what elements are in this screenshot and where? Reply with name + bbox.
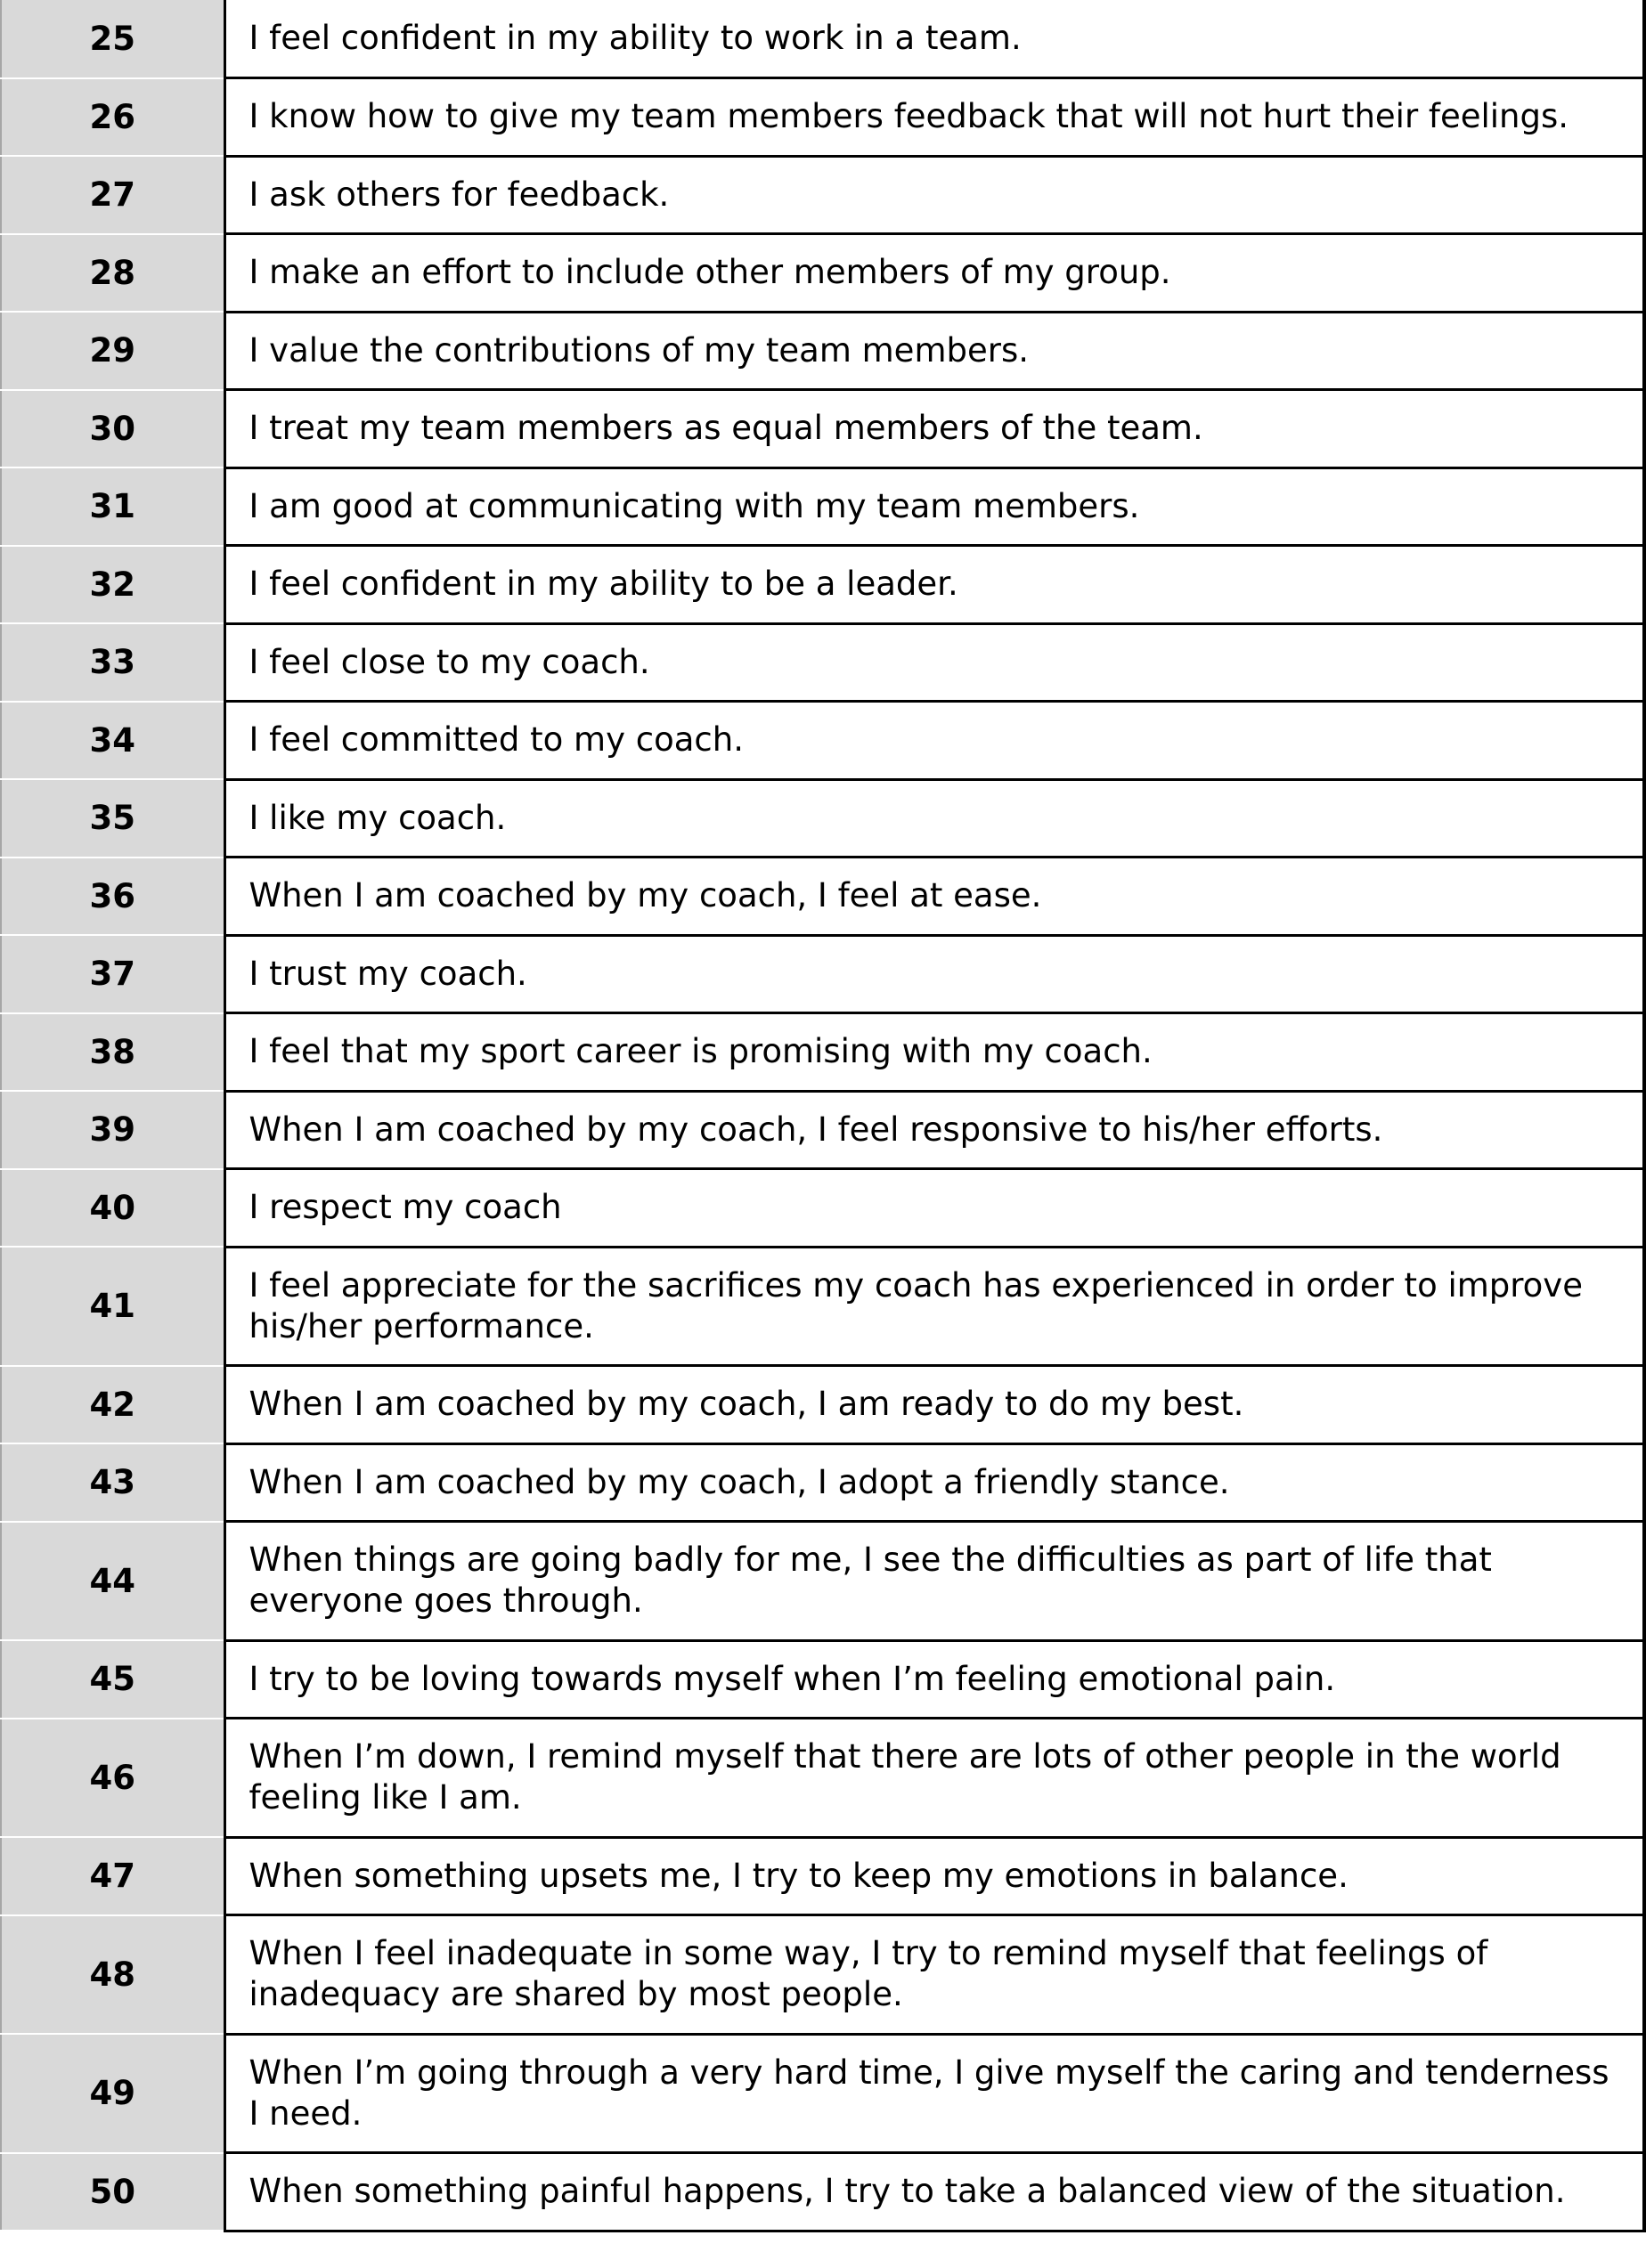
table-row (1, 2034, 1644, 2153)
statement-text: I ask others for feedback. (249, 175, 670, 214)
item-number: 46 (1, 1719, 224, 1838)
item-statement (224, 858, 1644, 936)
table-row (1, 0, 1644, 78)
item-statement (224, 78, 1644, 157)
item-number: 43 (1, 1443, 224, 1522)
item-number: 42 (1, 1366, 224, 1444)
statement-text: I feel close to my coach. (249, 642, 650, 681)
table-row (1, 1247, 1644, 1366)
item-statement (224, 1443, 1644, 1522)
item-statement (224, 935, 1644, 1013)
item-number: 35 (1, 779, 224, 858)
item-number: 28 (1, 234, 224, 313)
statement-text: I feel that my sport career is promising with my coach. (249, 1032, 1153, 1071)
statement-text: I respect my coach (249, 1188, 562, 1227)
item-number: 26 (1, 78, 224, 157)
statement-text: I try to be loving towards myself when I’m feeling emotional pain. (249, 1659, 1336, 1698)
table-row (1, 1522, 1644, 1641)
statement-text: When something upsets me, I try to keep my emotions in balance. (249, 1856, 1349, 1895)
statement-text: When things are going badly for me, I see the difficulties as part of life that everyone goes through. (249, 1540, 1492, 1621)
statement-text: I trust my coach. (249, 954, 527, 993)
statement-text: When I am coached by my coach, I am ready to do my best. (249, 1385, 1244, 1424)
item-number: 31 (1, 467, 224, 546)
item-number: 27 (1, 156, 224, 234)
table-row (1, 546, 1644, 624)
item-number: 45 (1, 1640, 224, 1719)
statement-text: When I’m down, I remind myself that there are lots of other people in the world feeling like I am. (249, 1737, 1561, 1817)
item-number: 44 (1, 1522, 224, 1641)
item-statement (224, 1091, 1644, 1169)
table-row (1, 623, 1644, 702)
item-number: 34 (1, 702, 224, 780)
table-row (1, 390, 1644, 468)
item-number: 36 (1, 858, 224, 936)
statement-text: I value the contributions of my team members. (249, 330, 1029, 370)
item-number: 25 (1, 0, 224, 78)
item-statement (224, 0, 1644, 78)
item-number: 38 (1, 1013, 224, 1092)
statement-text: When I feel inadequate in some way, I try to remind myself that feelings of inadequacy are shared by most people. (249, 1934, 1488, 2014)
table-row (1, 935, 1644, 1013)
item-statement (224, 1013, 1644, 1092)
table-row (1, 779, 1644, 858)
table-row (1, 234, 1644, 313)
item-statement (224, 1719, 1644, 1838)
item-statement (224, 1915, 1644, 2035)
statement-text: I am good at communicating with my team members. (249, 486, 1140, 525)
item-statement (224, 779, 1644, 858)
item-number: 39 (1, 1091, 224, 1169)
statement-text: When I am coached by my coach, I adopt a friendly stance. (249, 1462, 1230, 1501)
item-statement (224, 546, 1644, 624)
table-row (1, 1091, 1644, 1169)
table-row (1, 1366, 1644, 1444)
item-number: 37 (1, 935, 224, 1013)
table-row (1, 1443, 1644, 1522)
item-statement (224, 234, 1644, 313)
statement-text: I feel committed to my coach. (249, 720, 744, 760)
table-row (1, 467, 1644, 546)
table-row (1, 1013, 1644, 1092)
item-statement (224, 1169, 1644, 1248)
statement-text: When something painful happens, I try to take a balanced view of the situation. (249, 2172, 1566, 2211)
statement-text: I feel confident in my ability to work in a team. (249, 19, 1022, 57)
item-statement (224, 623, 1644, 702)
table-row (1, 1169, 1644, 1248)
item-number: 49 (1, 2034, 224, 2153)
table-row (1, 1719, 1644, 1838)
item-statement (224, 156, 1644, 234)
item-statement (224, 1366, 1644, 1444)
item-statement (224, 2153, 1644, 2231)
statement-text: When I am coached by my coach, I feel at ease. (249, 876, 1042, 915)
item-statement (224, 1522, 1644, 1641)
table-row (1, 2153, 1644, 2231)
statement-text: I like my coach. (249, 798, 507, 837)
item-number: 33 (1, 623, 224, 702)
item-statement (224, 702, 1644, 780)
statement-text: I treat my team members as equal members of the team. (249, 409, 1203, 448)
item-number: 50 (1, 2153, 224, 2231)
item-statement (224, 2034, 1644, 2153)
item-number: 30 (1, 390, 224, 468)
item-number: 32 (1, 546, 224, 624)
item-number: 48 (1, 1915, 224, 2035)
table-row (1, 1640, 1644, 1719)
statement-text: I make an effort to include other members of my group. (249, 253, 1171, 292)
statement-text: I feel confident in my ability to be a leader. (249, 565, 958, 604)
item-number: 41 (1, 1247, 224, 1366)
statement-text: I feel appreciate for the sacrifices my coach has experienced in order to improve his/her performance. (249, 1265, 1583, 1345)
table-row (1, 1837, 1644, 1915)
table-row (1, 156, 1644, 234)
item-number: 47 (1, 1837, 224, 1915)
statement-text: When I’m going through a very hard time, I give myself the caring and tenderness I need. (249, 2053, 1609, 2133)
item-statement (224, 1247, 1644, 1366)
table-row (1, 702, 1644, 780)
statement-text: When I am coached by my coach, I feel responsive to his/her efforts. (249, 1110, 1383, 1149)
item-statement (224, 467, 1644, 546)
table-row (1, 858, 1644, 936)
item-number: 29 (1, 312, 224, 390)
table-row (1, 78, 1644, 157)
item-number: 40 (1, 1169, 224, 1248)
item-statement (224, 1837, 1644, 1915)
item-statement (224, 390, 1644, 468)
table-row (1, 1915, 1644, 2035)
item-statement (224, 1640, 1644, 1719)
table-row (1, 312, 1644, 390)
item-statement (224, 312, 1644, 390)
statement-text: I know how to give my team members feedback that will not hurt their feelings. (249, 97, 1569, 136)
